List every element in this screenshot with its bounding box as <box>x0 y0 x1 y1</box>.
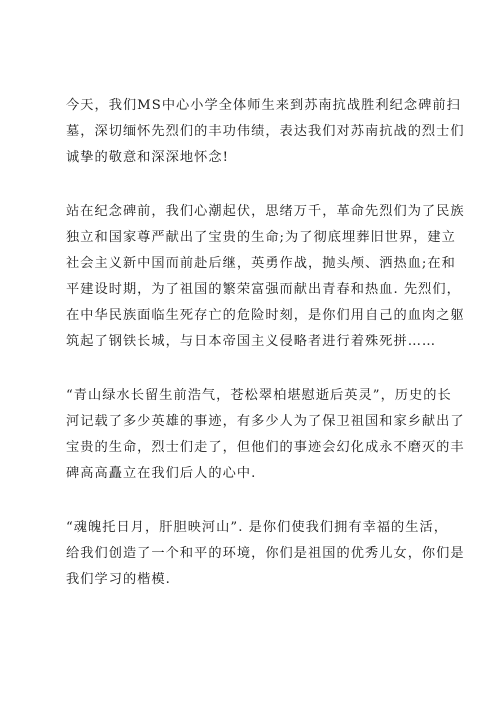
text-line: 诚挚的敬意和深深地怀念! <box>66 150 229 165</box>
document-body <box>66 93 465 621</box>
text-line: 今天，我们MS中心小学全体师生来到苏南抗战胜利纪念碑前扫 <box>66 98 461 113</box>
text-line: “魂魄托日月，肝胆映河山”. 是你们使我们拥有幸福的生活， <box>66 520 449 535</box>
paragraph-1 <box>66 93 465 171</box>
text-line: 宝贵的生命，烈士们走了，但他们的事迹会幻化成永不磨灭的丰 <box>66 440 465 455</box>
text-line: 给我们创造了一个和平的环境，你们是祖国的优秀儿女，你们是 <box>66 546 465 561</box>
paragraph-3 <box>66 383 465 487</box>
text-line: “青山绿水长留生前浩气，苍松翠柏堪慰逝后英灵”，历史的长 <box>66 388 452 403</box>
text-line: 我们学习的楷模. <box>66 572 171 587</box>
text-line: 在中华民族面临生死存亡的危险时刻，是你们用自己的血肉之躯 <box>66 308 465 323</box>
text-line: 墓，深切缅怀先烈们的丰功伟绩，表达我们对苏南抗战的烈士们 <box>66 124 465 139</box>
paragraph-2 <box>66 199 465 355</box>
paragraph-4 <box>66 515 465 593</box>
text-line: 独立和国家尊严献出了宝贵的生命;为了彻底埋葬旧世界，建立 <box>66 230 456 245</box>
text-line: 筑起了钢铁长城，与日本帝国主义侵略者进行着殊死拼…… <box>66 334 437 349</box>
text-line: 站在纪念碑前，我们心潮起伏，思绪万千，革命先烈们为了民族 <box>66 204 465 219</box>
text-line: 河记载了多少英雄的事迹，有多少人为了保卫祖国和家乡献出了 <box>66 414 465 429</box>
text-line: 社会主义新中国而前赴后继，英勇作战，抛头颅、洒热血;在和 <box>66 256 456 271</box>
text-line: 碑高高矗立在我们后人的心中. <box>66 466 257 481</box>
text-line: 平建设时期，为了祖国的繁荣富强而献出青春和热血. 先烈们， <box>66 282 461 297</box>
